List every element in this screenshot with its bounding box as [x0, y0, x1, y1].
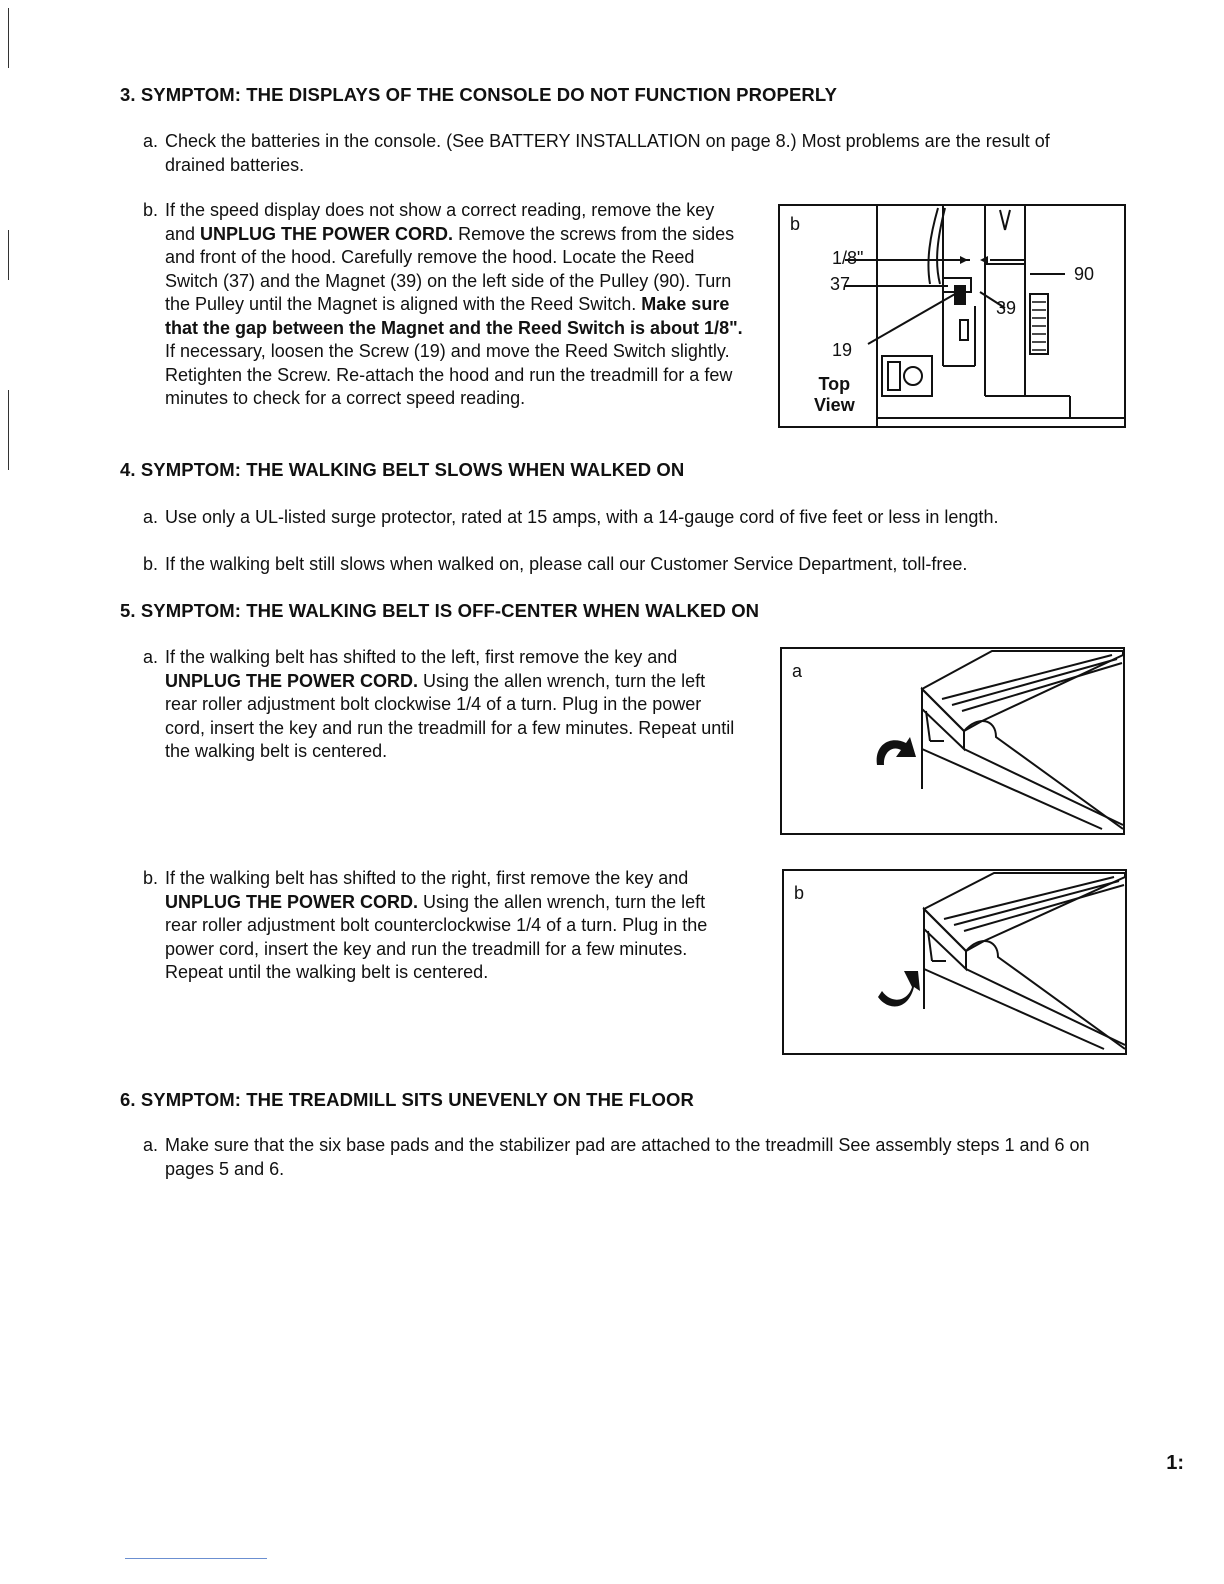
section-6-heading: 6. SYMPTOM: THE TREADMILL SITS UNEVENLY ON THE FLOOR [120, 1089, 694, 1110]
item-label: a. [143, 507, 159, 527]
item-label: a. [143, 647, 159, 667]
item-text: If the walking belt still slows when walked on, please call our Customer Service Department, toll-free. [165, 554, 968, 574]
page-number: 1: [1166, 1452, 1184, 1474]
belt-adjustment-drawing [784, 871, 1125, 1053]
item-text: If the speed display does not show a correct reading, remove the key and [165, 200, 715, 244]
view-label-line: Top [818, 374, 851, 394]
section-4-item-b [143, 553, 1165, 577]
section-3-heading: 3. SYMPTOM: THE DISPLAYS OF THE CONSOLE DO NOT FUNCTION PROPERLY [120, 84, 838, 105]
item-text: If necessary, loosen the Screw (19) and move the Reed Switch slightly. Retighten the Screw. Re-attach the hood and run the treadmill for a few minutes to check for a correct speed reading. [165, 341, 733, 408]
figure-letter: b [790, 214, 801, 234]
item-label: b. [143, 200, 159, 220]
item-text: Check the batteries in the console. (See BATTERY INSTALLATION on page 8.) Most problems are the result of drained batteries. [165, 131, 1050, 175]
item-label: a. [143, 131, 159, 151]
section-5-heading: 5. SYMPTOM: THE WALKING BELT IS OFF-CENTER WHEN WALKED ON [120, 600, 760, 621]
margin-rule [8, 8, 9, 68]
reed-switch-diagram [778, 204, 1126, 428]
figure-letter: b [794, 883, 805, 903]
item-text: If the walking belt has shifted to the right, first remove the key and [165, 868, 689, 888]
item-text: If the walking belt has shifted to the left, first remove the key and [165, 647, 678, 667]
margin-rule [8, 390, 9, 470]
section-4-item-a [143, 506, 1165, 530]
view-label [814, 374, 855, 416]
item-label: b. [143, 554, 159, 574]
callout-90: 90 [1074, 264, 1095, 284]
section-3-item-b [143, 199, 745, 411]
footer-rule [125, 1558, 267, 1559]
view-label-line: View [814, 395, 855, 415]
item-text: Use only a UL-listed surge protector, rated at 15 amps, with a 14-gauge cord of five feet or less in length. [165, 507, 999, 527]
figure-letter: a [792, 661, 803, 681]
item-text: Remove the screws from the sides and front of the hood. Carefully remove the hood. Locate the Reed Switch (37) and the Magnet (39) on the left side of the Pulley (90). Turn the Pulley until the Magnet is aligned with the Reed Switch. [165, 223, 735, 314]
item-label: a. [143, 1135, 159, 1155]
item-label: b. [143, 868, 159, 888]
item-bold-text: Make sure that the gap between the Magnet and the Reed Switch is about 1/8". [165, 294, 743, 338]
item-bold-text: UNPLUG THE POWER CORD. [200, 223, 454, 244]
section-6-item-a [143, 1134, 1120, 1181]
counterclockwise-adjustment-figure [782, 869, 1127, 1055]
item-text: Using the allen wrench, turn the left rear roller adjustment bolt counterclockwise 1/4 of a turn. Plug in the power cord, insert the key and run the treadmill for a few minutes. Repeat until the walking belt is centered. [165, 891, 708, 982]
clockwise-adjustment-figure [780, 647, 1125, 835]
callout-19: 19 [832, 340, 853, 360]
section-4-heading: 4. SYMPTOM: THE WALKING BELT SLOWS WHEN WALKED ON [120, 459, 685, 480]
gap-label: 1/8" [832, 248, 864, 268]
callout-39: 39 [996, 298, 1017, 318]
item-text: Make sure that the six base pads and the stabilizer pad are attached to the treadmill See assembly steps 1 and 6 on pages 5 and 6. [165, 1135, 1090, 1179]
margin-rule [8, 230, 9, 280]
item-bold-text: UNPLUG THE POWER CORD. [165, 891, 419, 912]
callout-37: 37 [830, 274, 851, 294]
item-text: Using the allen wrench, turn the left rear roller adjustment bolt clockwise 1/4 of a turn. Plug in the power cord, insert the key and run the treadmill for a few minutes. Repeat until the walking belt is centered. [165, 670, 735, 761]
section-3-item-a [143, 130, 1110, 177]
section-5-item-b [143, 867, 740, 985]
belt-adjustment-drawing [782, 649, 1123, 833]
item-bold-text: UNPLUG THE POWER CORD. [165, 670, 419, 691]
section-5-item-a [143, 646, 740, 764]
